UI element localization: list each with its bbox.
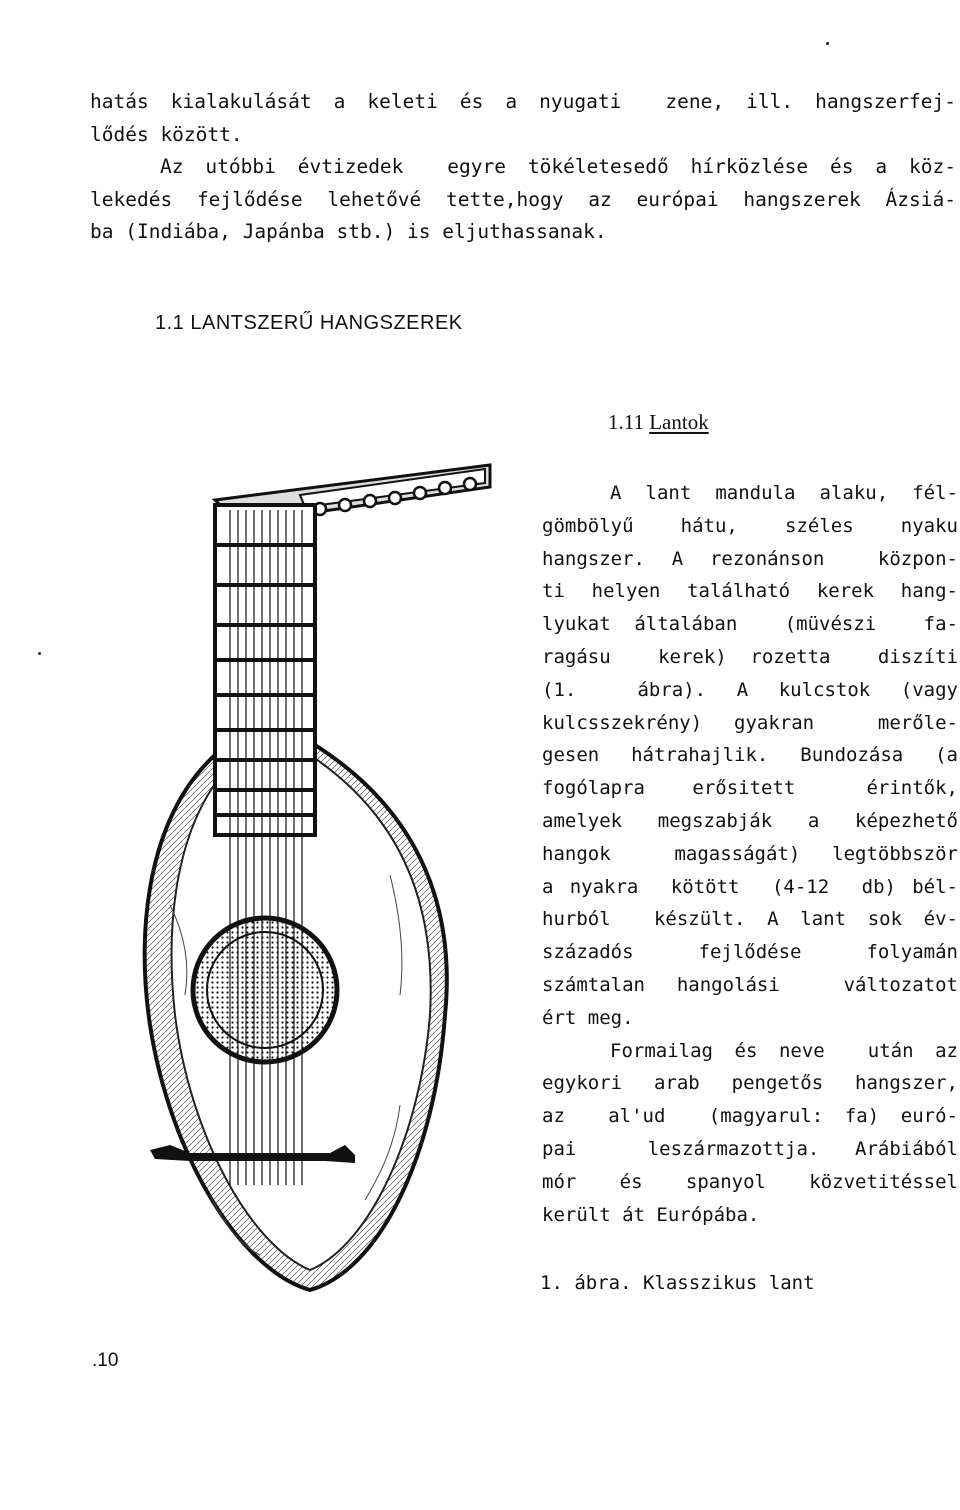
body-line: fogólapra erősitett érintők, bbox=[542, 777, 958, 800]
body-line: századós fejlődése folyamán bbox=[542, 941, 958, 964]
intro-line: hatás kialakulását a keleti és a nyugati zene, ill. hangszerfej- bbox=[90, 90, 956, 113]
body-line: ragásu kerek) rozetta diszíti bbox=[542, 645, 958, 668]
scan-speck bbox=[826, 42, 829, 45]
body-line: amelyek megszabják a képezhető bbox=[542, 809, 958, 832]
body-line: hangszer. A rezonánson közpon- bbox=[542, 547, 958, 570]
subsection-title: Lantok bbox=[649, 410, 709, 434]
intro-line: lődés között. bbox=[90, 122, 243, 146]
body-line: Formailag és neve után az bbox=[610, 1039, 958, 1062]
figure-caption: 1. ábra. Klasszikus lant bbox=[540, 1272, 815, 1294]
body-line: ti helyen található kerek hang- bbox=[542, 580, 958, 603]
body-line: egykori arab pengetős hangszer, bbox=[542, 1072, 958, 1095]
body-line: mór és spanyol közvetitéssel bbox=[542, 1170, 958, 1193]
body-line: (1. ábra). A kulcstok (vagy bbox=[542, 678, 958, 701]
body-line: pai leszármazottja. Arábiából bbox=[542, 1137, 958, 1160]
section-heading: 1.1 LANTSZERŰ HANGSZEREK bbox=[155, 312, 463, 334]
body-line: hangok magasságát) legtöbbször bbox=[542, 842, 958, 865]
intro-paragraph bbox=[90, 86, 956, 249]
body-line: gömbölyű hátu, széles nyaku bbox=[542, 514, 958, 537]
intro-line: ba (Indiába, Japánba stb.) is eljuthassanak. bbox=[90, 220, 607, 244]
body-line: számtalan hangolási változatot bbox=[542, 973, 958, 996]
subsection-heading bbox=[608, 410, 709, 435]
page-number: .10 bbox=[92, 1350, 119, 1371]
subsection-number: 1.11 bbox=[608, 410, 650, 434]
lute-illustration bbox=[130, 455, 505, 1305]
body-line: hurból készült. A lant sok év- bbox=[542, 908, 958, 931]
body-line: kulcsszekrény) gyakran merőle- bbox=[542, 711, 958, 734]
intro-line: lekedés fejlődése lehetővé tette,hogy az európai hangszerek Ázsiá- bbox=[90, 187, 956, 211]
body-line: került át Európába. bbox=[542, 1203, 760, 1226]
body-line: a nyakra kötött (4-12 db) bél- bbox=[542, 875, 958, 898]
body-line: lyukat általában (müvészi fa- bbox=[542, 613, 958, 636]
lute-description bbox=[542, 477, 958, 1231]
body-line: ért meg. bbox=[542, 1006, 634, 1029]
body-line: az al'ud (magyarul: fa) euró- bbox=[542, 1105, 958, 1128]
body-line: gesen hátrahajlik. Bundozása (a bbox=[542, 744, 958, 767]
scan-speck bbox=[38, 652, 41, 655]
body-line: A lant mandula alaku, fél- bbox=[610, 482, 958, 504]
intro-line: Az utóbbi évtizedek egyre tökéletesedő hírközlése és a köz- bbox=[160, 155, 956, 179]
